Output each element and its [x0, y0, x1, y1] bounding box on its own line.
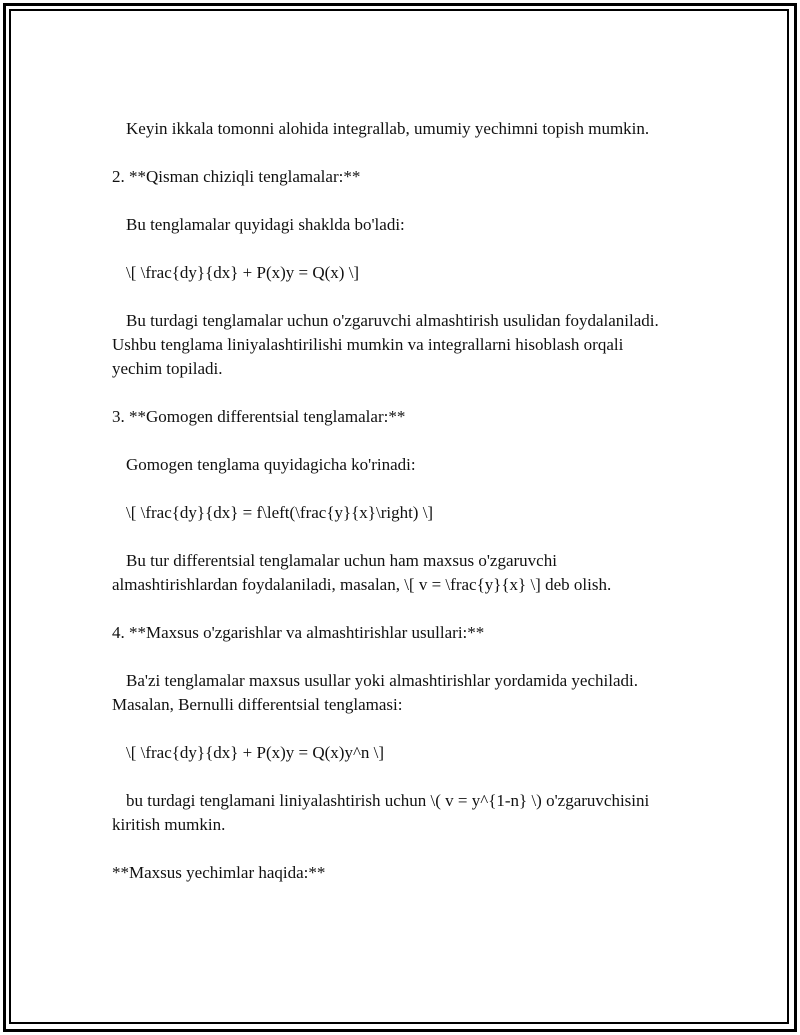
paragraph-linear-method: Bu turdagi tenglamalar uchun o'zgaruvchi almashtirish usulidan foydalaniladi. Ushbu tenglama liniyalashtirilishi mumkin va integrallarni hisoblash orqali yechim topiladi.: [112, 311, 664, 378]
paragraph-homogeneous-method: Bu tur differentsial tenglamalar uchun ham maxsus o'zgaruvchi almashtirishlardan foydalaniladi, masalan, \[ v = \frac{y}{x} \] deb olish.: [112, 551, 612, 594]
document-body: [112, 117, 672, 909]
paragraph-bernoulli-method: bu turdagi tenglamani liniyalashtirish uchun \( v = y^{1-n} \) o'zgaruvchisini kiritish mumkin.: [112, 791, 654, 834]
heading-special-substitutions: 4. **Maxsus o'zgarishlar va almashtirishlar usullari:**: [112, 623, 485, 642]
paragraph-linear-intro: Bu tenglamalar quyidagi shaklda bo'ladi:: [126, 215, 405, 234]
formula-linear: \[ \frac{dy}{dx} + P(x)y = Q(x) \]: [126, 263, 360, 282]
paragraph-homogeneous-intro: Gomogen tenglama quyidagicha ko'rinadi:: [126, 455, 416, 474]
paragraph-integration: Keyin ikkala tomonni alohida integrallab, umumiy yechimni topish mumkin.: [126, 119, 650, 138]
heading-special-solutions: **Maxsus yechimlar haqida:**: [112, 863, 326, 882]
heading-homogeneous-equations: 3. **Gomogen differentsial tenglamalar:**: [112, 407, 406, 426]
heading-linear-equations: 2. **Qisman chiziqli tenglamalar:**: [112, 167, 361, 186]
paragraph-bernoulli-intro: Ba'zi tenglamalar maxsus usullar yoki almashtirishlar yordamida yechiladi. Masalan, Bernulli differentsial tenglamasi:: [112, 671, 643, 714]
formula-homogeneous: \[ \frac{dy}{dx} = f\left(\frac{y}{x}\right) \]: [126, 503, 434, 522]
formula-bernoulli: \[ \frac{dy}{dx} + P(x)y = Q(x)y^n \]: [126, 743, 385, 762]
